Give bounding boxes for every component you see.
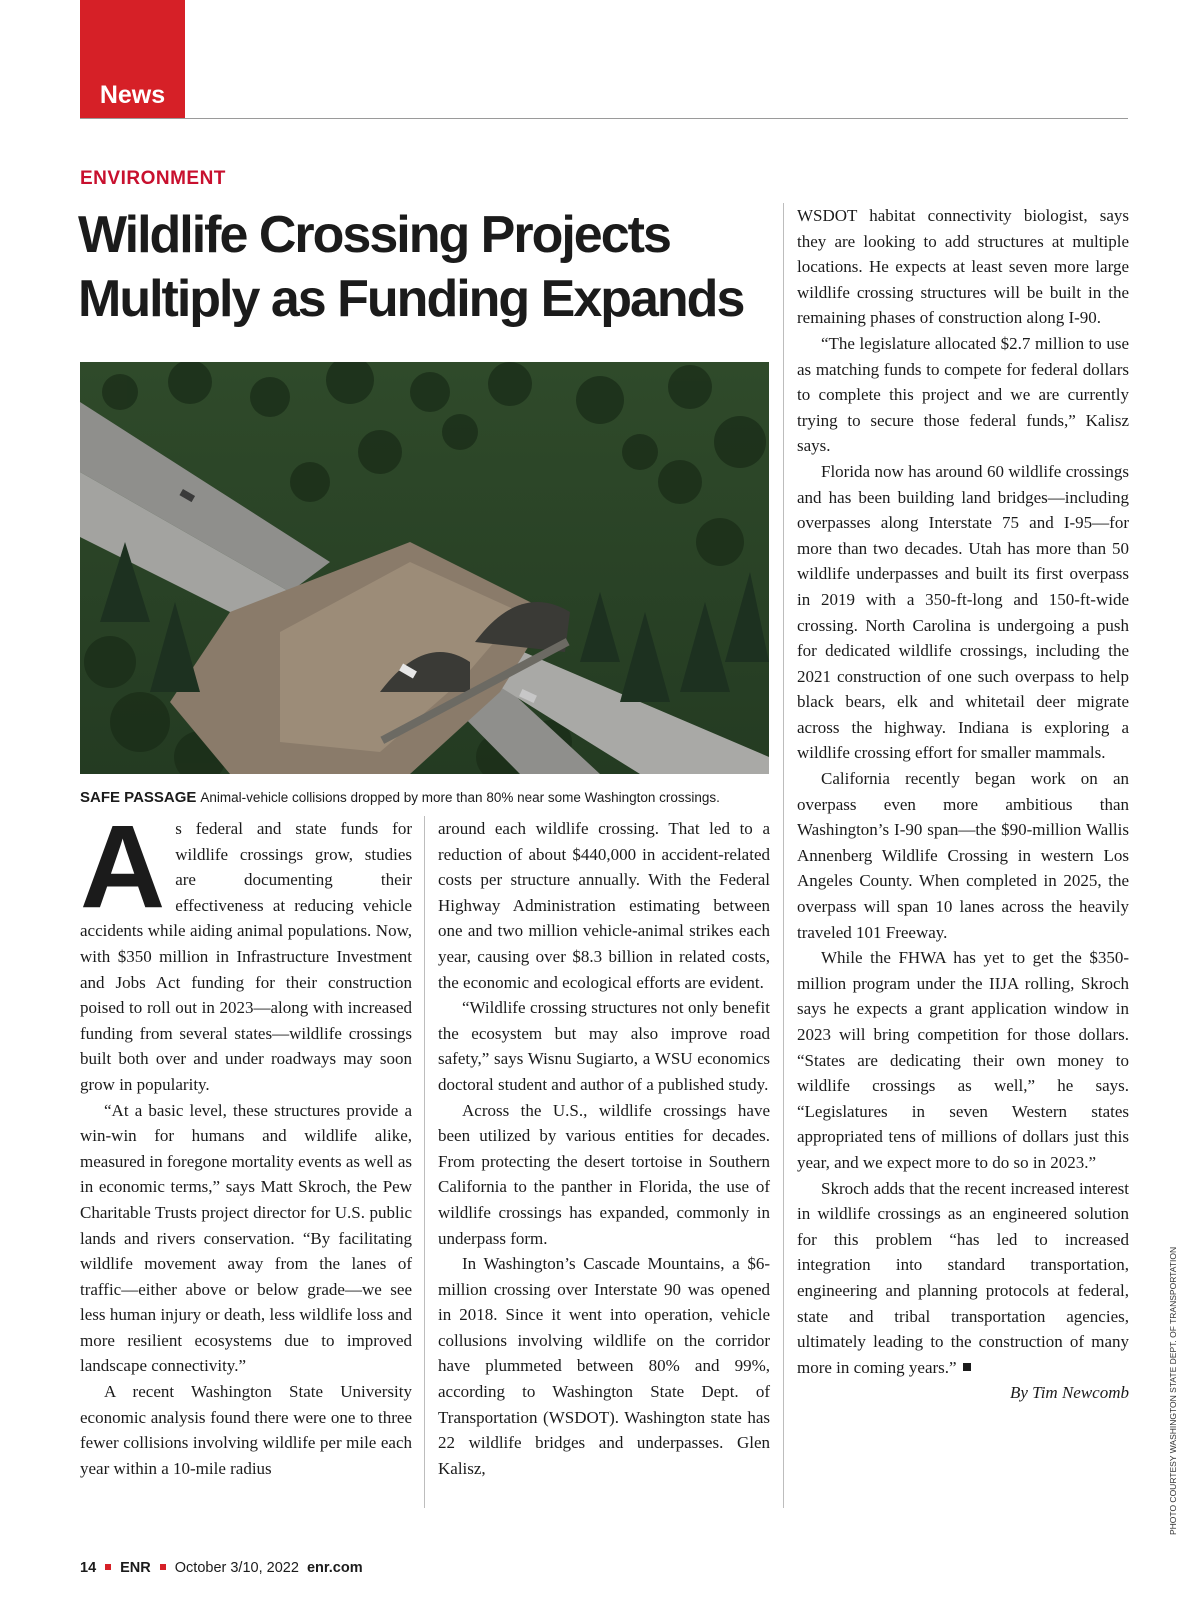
article-paragraph-1 [80,801,412,1098]
column-divider [783,203,784,1508]
article-paragraph-10: While the FHWA has yet to get the $350-million program under the IIJA rolling, Skroch says he expects a grant application window in 2023 will bring competition for those dollars. “States are dedicating their own money to wildlife crossings as well,” he says. “Legislatures in seven Western states appropriated tens of millions of dollars just this year, and we expect more to do so in 2023.” [797,948,1129,1172]
headline-line-1: Wildlife Crossing Projects [78,206,670,264]
article-column-2 [438,816,770,1481]
article-column-3 [797,203,1129,1406]
drop-cap: A [80,801,166,933]
header-rule [80,118,1128,119]
caption-lead: SAFE PASSAGE [80,789,197,806]
page-footer [80,1560,363,1576]
article-paragraph-8: Florida now has around 60 wildlife crossings and has been building land bridges—including overpasses along Interstate 75 and I-95—for more than two decades. Utah has more than 50 wildlife underpasses and built its first overpass in 2019 with a 350-ft-long and 150-ft-wide crossing. North Carolina is undergoing a push for dedicated wildlife crossings, including the 2021 construction of one such overpass to help black bears, elk and whitetail deer migrate across the highway. Indiana is exploring a wildlife crossing effort for smaller mammals. [797,461,1129,763]
issue-date: October 3/10, 2022 [174,1560,299,1576]
article-column-1 [80,801,412,1481]
caption-text: Animal-vehicle collisions dropped by more than 80% near some Washington crossings. [200,790,720,805]
article-paragraph-9: California recently began work on an overpass even more ambitious than Washington’s I-90 span—the $90-million Wallis Annenberg Wildlife Crossing in western Los Angeles County. When completed in 2025, the overpass will span 10 lanes across the heavily traveled 101 Freeway. [797,769,1129,942]
byline: By Tim Newcomb [1010,1383,1129,1403]
footer-separator-icon [105,1564,111,1570]
article-paragraph-11 [797,1176,1129,1381]
article-paragraph-7: “The legislature allocated $2.7 million to use as matching funds to compete for federal dollars to complete this project and we are currently trying to secure those federal funds,” Kalisz says. [797,333,1129,456]
article-paragraph-2: “At a basic level, these structures provide a win-win for humans and wildlife alike, measured in foregone mortality events as well as in economic terms,” says Matt Skroch, the Pew Charitable Trusts project director for U.S. public lands and rivers conservation. “By facilitating wildlife movement away from the lanes of traffic—either above or below grade—we see less human injury or death, less wildlife loss and more resilient ecosystems due to improved landscape connectivity.” [80,1100,412,1376]
article-paragraph-6-cont: WSDOT habitat connectivity biologist, says they are looking to add structures at multiple locations. He expects at least seven more large wildlife crossing structures will be built in the remaining phases of construction along I-90. [797,206,1129,328]
article-paragraph-3-cont: around each wildlife crossing. That led to a reduction of about $440,000 in accident-related costs per structure annually. With the Federal Highway Administration estimating between one and two million vehicle-animal strikes each year, causing over $8.3 billion in related costs, the economic and ecological efforts are evident. [438,819,770,992]
site-link[interactable]: enr.com [306,1560,363,1576]
section-kicker: ENVIRONMENT [80,168,226,189]
paragraph-1-text: s federal and state funds for wildlife crossings grow, studies are documenting their effectiveness at reducing vehicle accidents while aiding animal populations. Now, with $350 million in Infrastructure Investment and Jobs Act funding for their construction poised to roll out in 2023—along with increased funding from several states—wildlife crossings built both over and under roadways may soon grow in popularity. [80,819,412,1094]
article-paragraph-4: “Wildlife crossing structures not only benefit the ecosystem but may also improve road safety,” says Wisnu Sugiarto, a WSU economics doctoral student and author of a published study. [438,998,770,1094]
end-mark-icon [963,1363,971,1371]
article-headline [78,203,778,331]
article-paragraph-5: Across the U.S., wildlife crossings have been utilized by various entities for decades. From protecting the desert tortoise in Southern California to the panther in Florida, the use of wildlife crossings has expanded, commonly in underpass form. [438,1100,770,1248]
column-divider [424,816,425,1508]
section-tab [80,0,185,118]
photo-credit: PHOTO COURTESY WASHINGTON STATE DEPT. OF TRANSPORTATION [1168,1246,1178,1535]
article-paragraph-6-start: In Washington’s Cascade Mountains, a $6-million crossing over Interstate 90 was opened in 2018. Since it went into operation, vehicle collusions involving wildlife on the corridor have plummeted between 80% and 99%, according to Washington State Dept. of Transportation (WSDOT). Washington state has 22 wildlife bridges and underpasses. Glen Kalisz, [438,1254,770,1478]
footer-separator-icon [160,1564,166,1570]
headline-line-2: Multiply as Funding Expands [78,270,744,328]
paragraph-11-text: Skroch adds that the recent increased interest in wildlife crossings as an engineered solution for this problem “has led to increased integration into standard transportation, engineering and planning protocols at federal, state and tribal transportation agencies, ultimately leading to the construction of many more in coming years.” [797,1178,1129,1377]
page-number: 14 [80,1560,97,1576]
article-paragraph-3-start: A recent Washington State University economic analysis found there were one to three fewer collisions involving wildlife per mile each year within a 10-mile radius [80,1382,412,1478]
section-tab-label: News [99,81,166,109]
photo-caption [80,789,780,806]
magazine-name: ENR [120,1560,151,1576]
photo-illustration [80,362,769,774]
wildlife-overpass-photo [80,362,769,774]
